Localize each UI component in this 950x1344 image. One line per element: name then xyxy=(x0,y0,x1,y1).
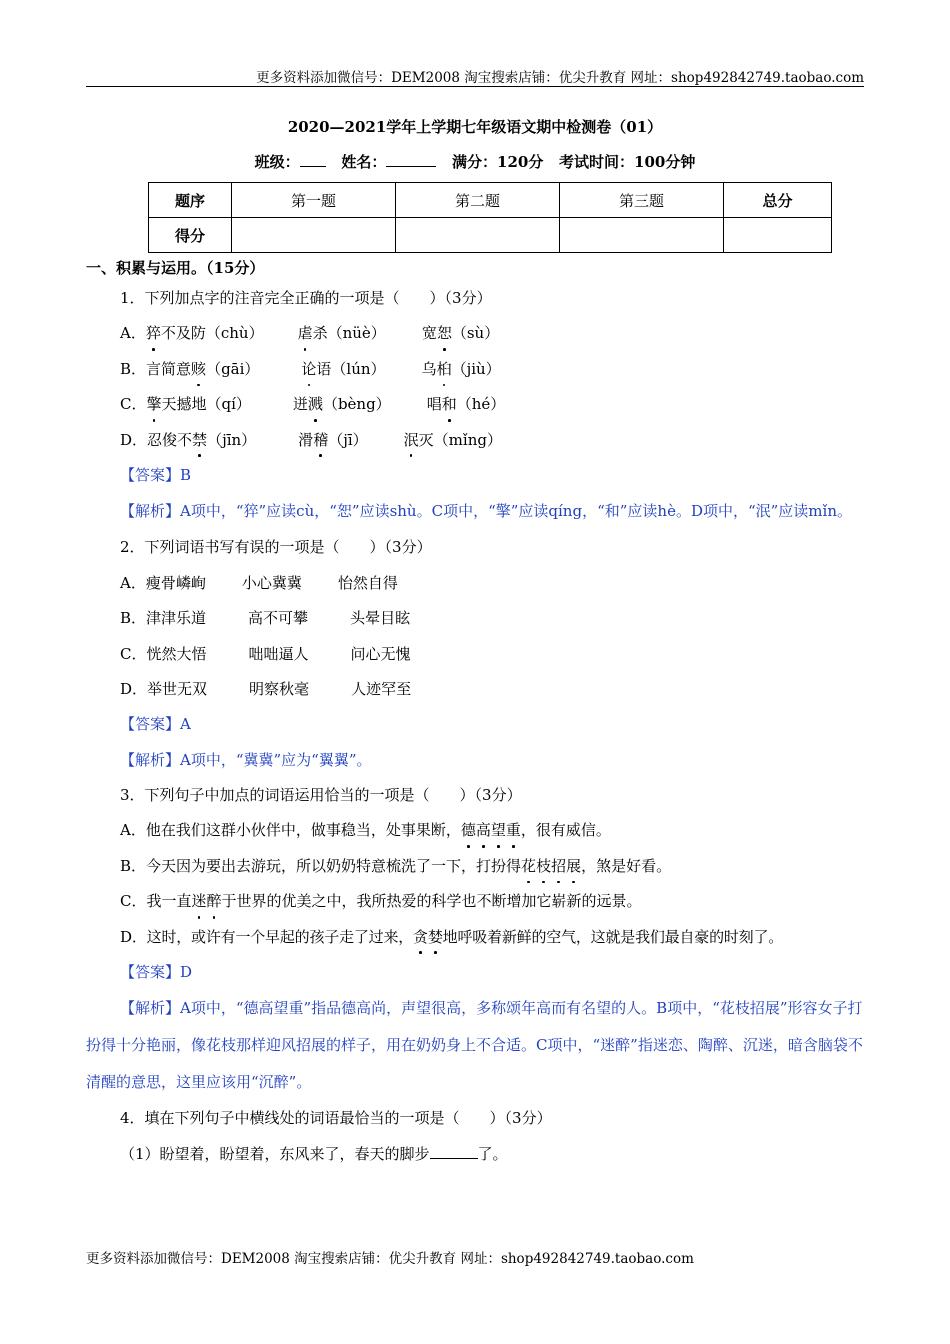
dotted-char: 虐 xyxy=(298,316,313,351)
option-word: 小心冀冀 xyxy=(241,573,302,592)
word-part: （gāi） xyxy=(206,359,260,378)
q2-option-b xyxy=(86,601,864,636)
sentence-part: （1）盼望着，盼望着，东风来了，春天的脚步 xyxy=(120,1144,430,1163)
page-header: 更多资料添加微信号：DEM2008 淘宝搜索店铺：优尖升教育 网址：shop492842749.taobao.com xyxy=(256,70,864,86)
word-part: （jiù） xyxy=(451,359,501,378)
dotted-char: 恕 xyxy=(437,316,452,351)
cell-q3-score[interactable] xyxy=(560,218,724,253)
q1-answer: 【答案】B xyxy=(120,465,192,484)
option-word: 明察秋毫 xyxy=(249,679,310,698)
word-part: 唱 xyxy=(426,395,442,414)
option-label: D． xyxy=(120,679,148,698)
option-label: C． xyxy=(120,892,147,911)
word-part: 言简意 xyxy=(146,359,192,378)
q3-analysis: 【解析】A项中，“德高望重”指品德高尚，声望很高，多称颂年高而有名望的人。B项中，“花枝招展”形容女子打扮得十分艳丽，像花枝那样迎风招展的样子，用在奶奶身上不合适。C项中，“迷醉”指迷恋、陶醉、沉迷，暗含脑袋不清醒的意思，这里应该用“沉醉”。 xyxy=(86,999,863,1092)
dotted-char: 泯 xyxy=(404,423,419,458)
cell-q2-label: 第二题 xyxy=(396,183,560,218)
word-part: 滑 xyxy=(298,430,314,449)
dotted-char: 德 xyxy=(461,813,476,848)
q2-option-d xyxy=(86,672,864,707)
dotted-char: 桕 xyxy=(437,352,452,387)
word-part: 忍俊不 xyxy=(147,430,193,449)
fill-blank[interactable] xyxy=(430,1143,478,1159)
word-part: 宽 xyxy=(421,324,437,343)
q3-option-a xyxy=(86,813,864,848)
option-word: 恍然大悟 xyxy=(146,644,207,663)
option-word: 高不可攀 xyxy=(248,609,309,628)
word-part: （jīn） xyxy=(207,430,257,449)
cell-order-label: 题序 xyxy=(149,183,232,218)
option-label: C． xyxy=(120,644,147,663)
q4-stem: 4．填在下列句子中横线处的词语最恰当的一项是（ ）（3分） xyxy=(120,1109,552,1128)
q1-analysis: 【解析】A项中，“猝”应读cù，“恕”应读shù。C项中，“擎”应读qíng，“和”应读hè。D项中，“泯”应读mǐn。 xyxy=(120,502,852,521)
document-body xyxy=(86,116,864,1172)
option-word: 人迹罕至 xyxy=(351,679,412,698)
q3-answer: 【答案】D xyxy=(120,963,193,982)
option-label: D． xyxy=(120,927,147,946)
full-score: 满分：120分 xyxy=(452,153,544,171)
sentence-part: 地呼吸着新鲜的空气，这就是我们最自豪的时刻了。 xyxy=(442,927,784,946)
class-blank[interactable] xyxy=(300,151,326,167)
option-word: 问心无愧 xyxy=(350,644,411,663)
dotted-char: 禁 xyxy=(192,423,207,458)
option-label: A． xyxy=(120,324,146,343)
name-blank[interactable] xyxy=(386,151,436,167)
sentence-part: 这时，或许有一个早起的孩子走了过来， xyxy=(146,927,414,946)
option-label: A． xyxy=(120,573,146,592)
dotted-char: 重 xyxy=(506,813,521,848)
word-part: （jī） xyxy=(328,430,368,449)
q3-stem: 3．下列句子中加点的词语运用恰当的一项是（ ）（3分） xyxy=(120,786,522,805)
q3-option-b xyxy=(86,849,864,884)
score-table-header-row xyxy=(149,183,832,218)
dotted-char: 贪 xyxy=(413,920,428,955)
q1-option-a xyxy=(86,316,864,351)
dotted-char: 醉 xyxy=(207,884,222,919)
cell-q2-score[interactable] xyxy=(396,218,560,253)
sentence-part: 我一直 xyxy=(146,892,192,911)
word-part: 杀（nüè） xyxy=(312,324,386,343)
option-label: B． xyxy=(120,359,147,378)
q2-answer: 【答案】A xyxy=(120,715,191,734)
sentence-part: 于世界的优美之中，我所热爱的科学也不断增加它崭新的远景。 xyxy=(221,892,642,911)
q2-option-c xyxy=(86,637,864,672)
option-label: C． xyxy=(120,395,147,414)
cell-q3-label: 第三题 xyxy=(560,183,724,218)
q2-option-a xyxy=(86,566,864,601)
word-part: 灭（mǐng） xyxy=(418,430,502,449)
dotted-char: 稽 xyxy=(313,423,328,458)
name-label: 姓名： xyxy=(341,153,387,171)
exam-time: 考试时间：100分钟 xyxy=(559,153,696,171)
q1-option-d xyxy=(86,423,864,458)
cell-q1-label: 第一题 xyxy=(232,183,396,218)
dotted-char: 和 xyxy=(442,387,457,422)
q2-stem: 2．下列词语书写有误的一项是（ ）（3分） xyxy=(120,538,432,557)
word-part: 迸 xyxy=(292,395,308,414)
exam-title: 2020—2021学年上学期七年级语文期中检测卷（01） xyxy=(287,118,663,136)
word-part: 语（lún） xyxy=(316,359,386,378)
option-word: 瘦骨嶙峋 xyxy=(145,573,206,592)
exam-info xyxy=(86,151,864,173)
option-label: D． xyxy=(120,430,148,449)
word-part: 天撼地（qí） xyxy=(161,395,251,414)
dotted-char: 迷 xyxy=(192,884,207,919)
section-1-heading: 一、积累与运用。（15分） xyxy=(86,259,265,277)
dotted-char: 招 xyxy=(551,849,566,884)
dotted-char: 展 xyxy=(566,849,581,884)
cell-total-score[interactable] xyxy=(724,218,832,253)
dotted-char: 高 xyxy=(476,813,491,848)
q1-stem: 1．下列加点字的注音完全正确的一项是（ ）（3分） xyxy=(120,289,492,307)
dotted-char: 婪 xyxy=(428,920,443,955)
word-part: （sù） xyxy=(451,324,500,343)
cell-total-label: 总分 xyxy=(724,183,832,218)
q3-option-d xyxy=(86,920,864,955)
option-word: 举世无双 xyxy=(147,679,208,698)
score-table-score-row xyxy=(149,218,832,253)
option-word: 津津乐道 xyxy=(146,609,207,628)
cell-score-label: 得分 xyxy=(149,218,232,253)
q4-item-1 xyxy=(86,1137,864,1172)
dotted-char: 枝 xyxy=(536,849,551,884)
dotted-char: 花 xyxy=(521,849,536,884)
dotted-char: 溅 xyxy=(308,387,323,422)
class-label: 班级： xyxy=(254,153,300,171)
option-word: 咄咄逼人 xyxy=(248,644,309,663)
word-part: （hé） xyxy=(456,395,506,414)
dotted-char: 擎 xyxy=(146,387,161,422)
sentence-part: 今天因为要出去游玩，所以奶奶特意梳洗了一下，打扮得 xyxy=(146,856,522,875)
dotted-char: 猝 xyxy=(146,316,161,351)
q1-option-b xyxy=(86,352,864,387)
option-label: B． xyxy=(120,856,147,875)
page-footer: 更多资料添加微信号：DEM2008 淘宝搜索店铺：优尖升教育 网址：shop492842749.taobao.com xyxy=(86,1251,694,1267)
option-word: 怡然自得 xyxy=(337,573,398,592)
q1-option-c xyxy=(86,387,864,422)
sentence-part: ，煞是好看。 xyxy=(581,856,672,875)
dotted-char: 望 xyxy=(491,813,506,848)
dotted-char: 赅 xyxy=(191,352,206,387)
option-label: A． xyxy=(120,821,146,840)
score-table xyxy=(148,182,832,253)
sentence-part: 他在我们这群小伙伴中，做事稳当，处事果断， xyxy=(145,821,461,840)
word-part: 不及防（chù） xyxy=(160,324,264,343)
word-part: 乌 xyxy=(421,359,437,378)
q2-analysis: 【解析】A项中，“冀冀”应为“翼翼”。 xyxy=(120,750,372,769)
option-word: 头晕目眩 xyxy=(350,609,411,628)
word-part: （bèng） xyxy=(322,395,391,414)
dotted-char: 论 xyxy=(301,352,316,387)
sentence-part: ，很有威信。 xyxy=(520,821,611,840)
option-label: B． xyxy=(120,609,147,628)
sentence-part: 了。 xyxy=(477,1144,508,1163)
q3-option-c xyxy=(86,884,864,919)
cell-q1-score[interactable] xyxy=(232,218,396,253)
header-divider xyxy=(86,86,864,87)
